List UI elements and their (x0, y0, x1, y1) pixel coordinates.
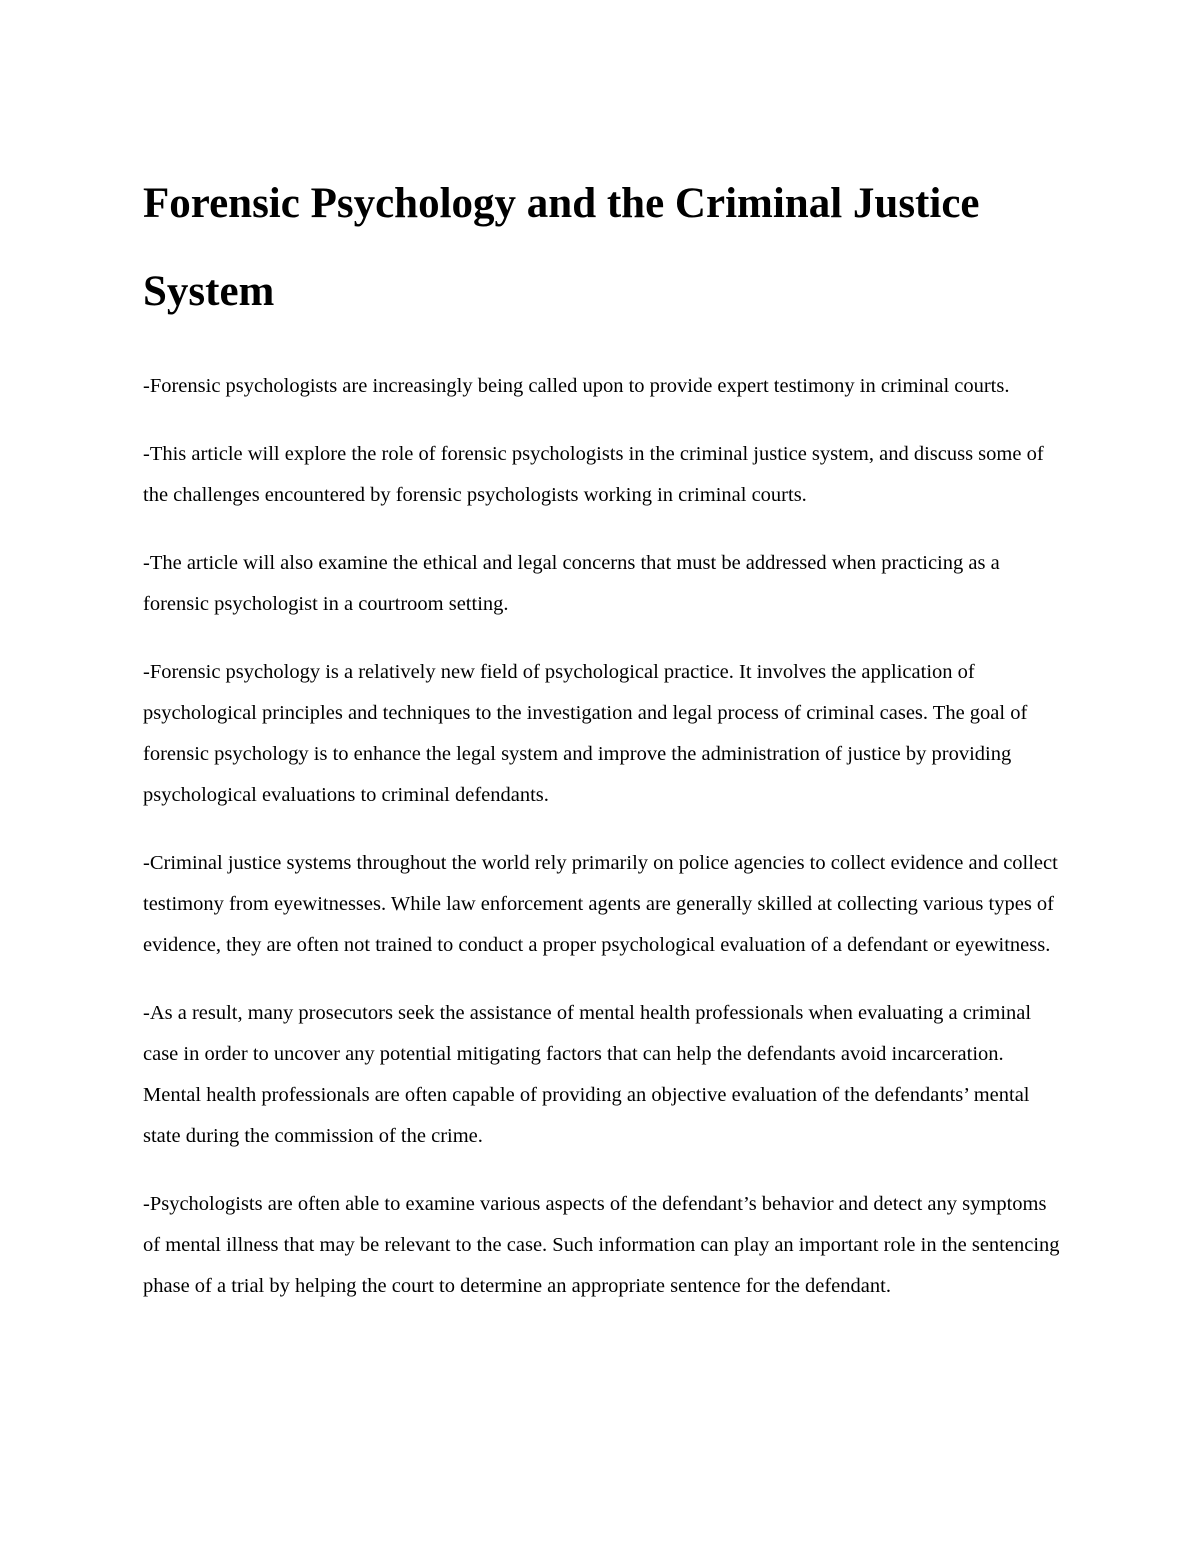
paragraph: -Forensic psychologists are increasingly being called upon to provide expert testimony in criminal courts. (143, 375, 1010, 397)
paragraph: -Criminal justice systems throughout the world rely primarily on police agencies to collect evidence and collect testimony from eyewitnesses. While law enforcement agents are generally skilled at collecting various types of evidence, they are often not trained to conduct a proper psychological evaluation of a defendant or eyewitness. (143, 852, 1058, 956)
document-title: Forensic Psychology and the Criminal Justice System (143, 180, 980, 315)
paragraph: -Psychologists are often able to examine various aspects of the defendant’s behavior and detect any symptoms of mental illness that may be relevant to the case. Such information can play an important role in the sentencing phase of a trial by helping the court to determine an appropriate sentence for the defendant. (143, 1193, 1060, 1297)
paragraph: -Forensic psychology is a relatively new field of psychological practice. It involves the application of psychological principles and techniques to the investigation and legal process of criminal cases. The goal of forensic psychology is to enhance the legal system and improve the administration of justice by providing psychological evaluations to criminal defendants. (143, 661, 1028, 806)
document-body (143, 160, 1063, 1334)
paragraph: -The article will also examine the ethical and legal concerns that must be addressed when practicing as a forensic psychologist in a courtroom setting. (143, 552, 1000, 615)
paragraph: -As a result, many prosecutors seek the assistance of mental health professionals when evaluating a criminal case in order to uncover any potential mitigating factors that can help the defendants avoid incarceration. Mental health professionals are often capable of providing an objective evaluation of the defendants’ mental state during the commission of the crime. (143, 1002, 1032, 1147)
paragraph: -This article will explore the role of forensic psychologists in the criminal justice system, and discuss some of the challenges encountered by forensic psychologists working in criminal courts. (143, 443, 1044, 506)
